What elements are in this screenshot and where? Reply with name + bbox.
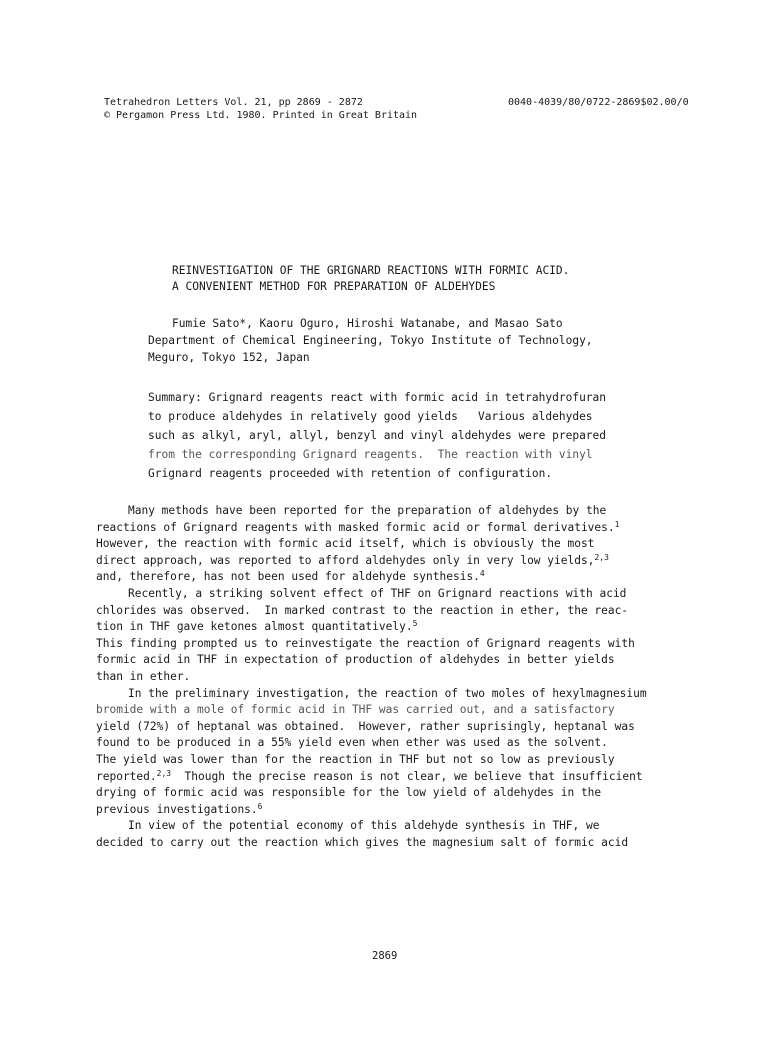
journal-citation: Tetrahedron Letters Vol. 21, pp 2869 - 2872 <box>104 97 363 108</box>
publisher-line: © Pergamon Press Ltd. 1980. Printed in Great Britain <box>104 110 418 121</box>
body-line: bromide with a mole of formic acid in THF was carried out, and a satisfactory <box>96 703 615 717</box>
summary-line: from the corresponding Grignard reagents. The reaction with vinyl <box>148 448 593 461</box>
body-line: Many methods have been reported for the preparation of aldehydes by the <box>128 504 607 517</box>
body-line-text: and, therefore, has not been used for aldehyde synthesis. <box>96 570 480 584</box>
body-line-text: previous investigations. <box>96 802 258 816</box>
author-block <box>148 315 593 366</box>
body-line: decided to carry out the reaction which gives the magnesium salt of formic acid <box>96 835 629 849</box>
body-line: drying of formic acid was responsible for the low yield of aldehydes in the <box>96 786 602 800</box>
body-line: found to be produced in a 55% yield even when ether was used as the solvent. <box>96 736 608 750</box>
reference-marker: 5 <box>412 619 418 629</box>
title-line-1: REINVESTIGATION OF THE GRIGNARD REACTIONS WITH FORMIC ACID. <box>172 264 570 277</box>
reference-marker: 6 <box>257 801 263 811</box>
reference-marker: 2,3 <box>594 552 609 562</box>
affiliation-line-1: Department of Chemical Engineering, Tokyo Institute of Technology, <box>148 334 593 347</box>
article-code: 0040-4039/80/0722-2869$02.00/0 <box>508 97 689 108</box>
reference-marker: 2,3 <box>156 768 172 778</box>
title-line-2: A CONVENIENT METHOD FOR PREPARATION OF ALDEHYDES <box>172 280 496 293</box>
summary-block <box>148 388 668 483</box>
body-line: In view of the potential economy of this aldehyde synthesis in THF, we <box>128 819 600 833</box>
article-body <box>96 503 716 851</box>
summary-line: such as alkyl, aryl, allyl, benzyl and vinyl aldehydes were prepared <box>148 429 607 442</box>
body-line: The yield was lower than for the reaction in THF but not so low as previously <box>96 752 615 766</box>
body-line-text: direct approach, was reported to afford aldehydes only in very low yields, <box>96 553 595 567</box>
body-line: formic acid in THF in expectation of production of aldehydes in better yields <box>96 653 615 667</box>
reference-marker: 1 <box>614 519 620 529</box>
body-line: However, the reaction with formic acid itself, which is obviously the most <box>96 537 595 551</box>
author-names: Fumie Sato*, Kaoru Oguro, Hiroshi Watanabe, and Masao Sato <box>172 317 563 330</box>
body-line-text: reported. <box>96 769 157 783</box>
body-line-text: reactions of Grignard reagents with masked formic acid or formal derivatives. <box>96 520 615 534</box>
body-line <box>96 569 716 586</box>
reference-marker: 4 <box>479 569 485 579</box>
body-line: This finding prompted us to reinvestigate the reaction of Grignard reagents with <box>96 636 635 650</box>
body-line <box>96 802 716 819</box>
journal-header <box>104 96 417 122</box>
body-line: In the preliminary investigation, the reaction of two moles of hexylmagnesium <box>128 686 647 700</box>
body-line <box>96 619 716 636</box>
body-line: chlorides was observed. In marked contrast to the reaction in ether, the reac- <box>96 603 629 617</box>
page-number: 2869 <box>372 950 398 962</box>
body-line-text: tion in THF gave ketones almost quantitatively. <box>96 620 413 634</box>
summary-line: Summary: Grignard reagents react with formic acid in tetrahydrofuran <box>148 391 607 404</box>
summary-line: to produce aldehydes in relatively good yields Various aldehydes <box>148 410 593 423</box>
body-line <box>96 520 716 537</box>
body-line <box>96 553 716 570</box>
affiliation-line-2: Meguro, Tokyo 152, Japan <box>148 351 310 364</box>
body-line: yield (72%) of heptanal was obtained. However, rather suprisingly, heptanal was <box>96 719 635 733</box>
body-line <box>96 769 716 786</box>
summary-line: Grignard reagents proceeded with retention of configuration. <box>148 467 553 480</box>
body-line: than in ether. <box>96 669 191 683</box>
body-line: Recently, a striking solvent effect of THF on Grignard reactions with acid <box>128 586 627 600</box>
body-line-text: Though the precise reason is not clear, we believe that insufficient <box>171 769 643 783</box>
paper-title <box>172 263 569 295</box>
